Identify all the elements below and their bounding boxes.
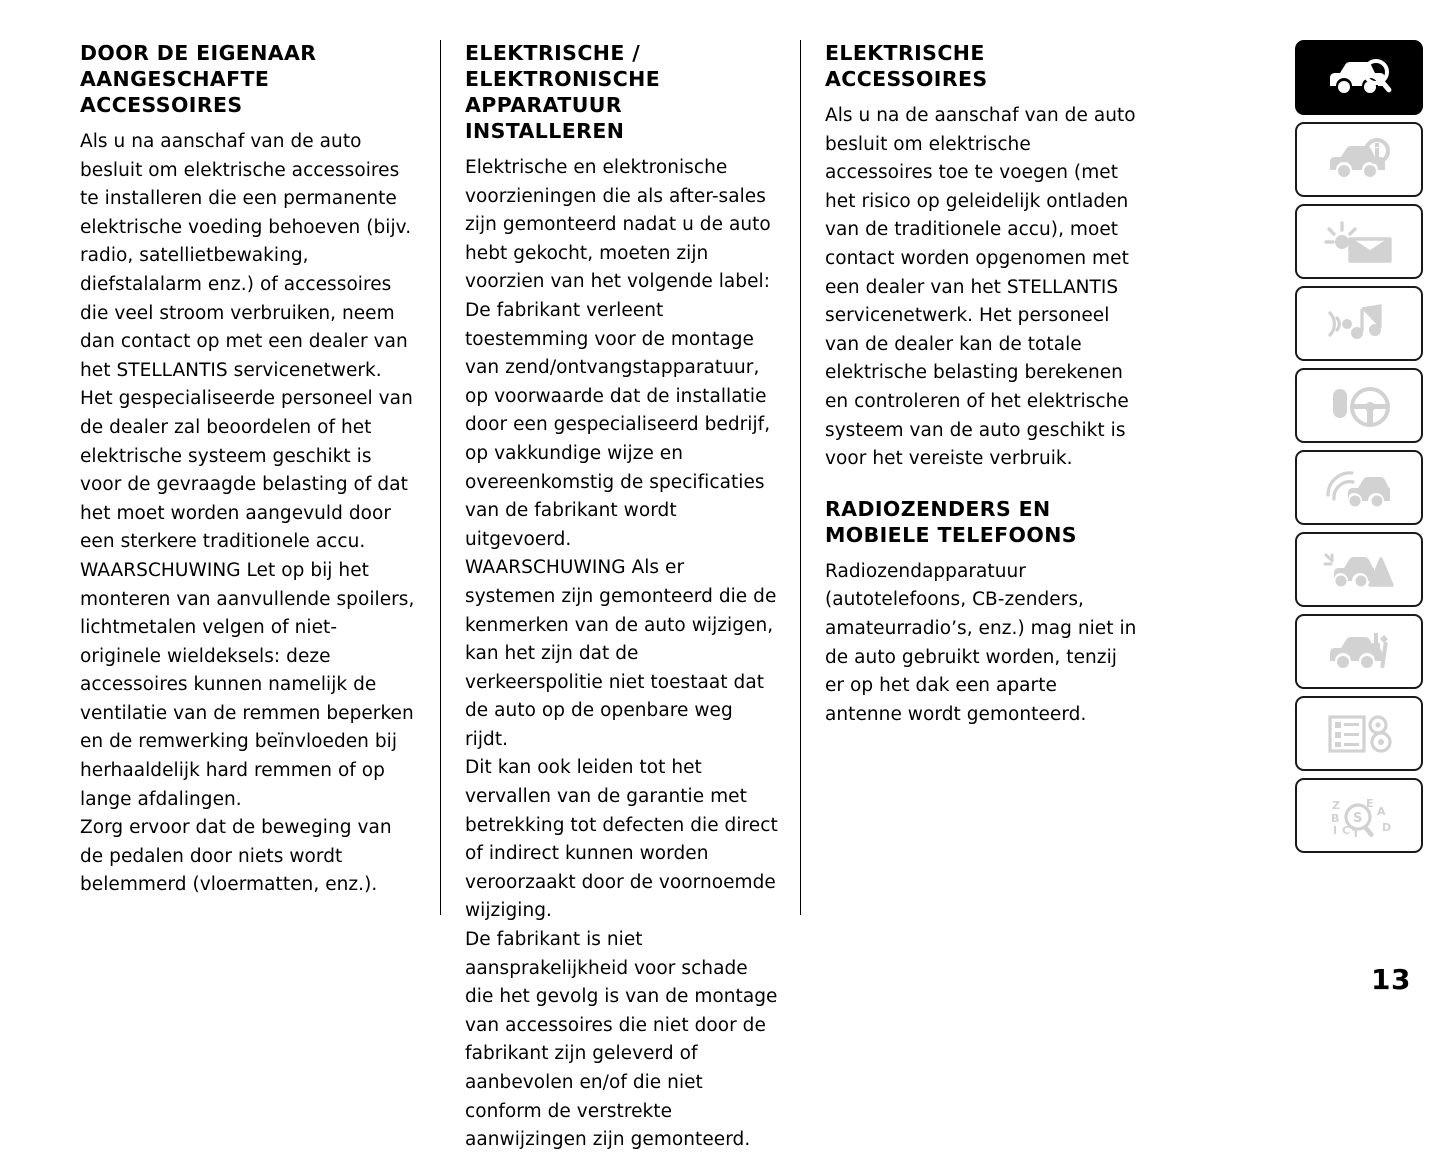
chapter-tab-rail — [1295, 40, 1423, 853]
multimedia-icon — [1322, 301, 1396, 347]
section-heading: ELEKTRISCHE / ELEKTRONISCHE APPARATUUR INSTALLEREN — [465, 41, 661, 143]
paragraph: Zorg ervoor dat de beweging van de pedalen door niets wordt belemmerd (vloermatten, enz.). — [80, 817, 392, 896]
svg-text:S: S — [1353, 810, 1363, 826]
text-columns — [80, 40, 1190, 1151]
rail-item-maintenance[interactable] — [1295, 614, 1423, 689]
car-inspection-icon — [1322, 56, 1396, 100]
svg-text:C: C — [1342, 823, 1351, 837]
technical-data-icon — [1322, 711, 1396, 757]
rail-item-driver-assistance[interactable] — [1295, 450, 1423, 525]
column-1 — [80, 40, 440, 915]
svg-text:I: I — [1333, 823, 1338, 837]
paragraph: Dit kan ook leiden tot het vervallen van de garantie met betrekking tot defecten die direct of indirect kunnen worden veroorzaakt door de voornoemde wijziging. — [465, 757, 778, 922]
rail-item-technical-data[interactable] — [1295, 696, 1423, 771]
paragraph: Elektrische en elektronische voorzieningen die als after-sales zijn gemonteerd nadat u de auto hebt gekocht, moeten zijn voorzien van het volgende label: De fabrikant verleent toestemming voor de montage van zend/ontvangstapparatuur, op voorwaarde dat de installatie door een gespecialiseerd bedrijf, op vakkundige wijze en overeenkomstig de specificaties van de fabrikant wordt uitgevoerd. — [465, 157, 771, 550]
emergency-icon — [1322, 547, 1396, 593]
page-number: 13 — [1371, 963, 1411, 996]
rail-item-emergency[interactable] — [1295, 532, 1423, 607]
svg-text:B: B — [1331, 811, 1340, 825]
svg-text:D: D — [1382, 820, 1392, 834]
paragraph: De fabrikant is niet aansprakelijkheid voor schade die het gevolg is van de montage van accessoires die niet door de fabrikant zijn geleverd of aanbevolen en/of die niet conform de verstrekte aanwijzingen zijn gemonteerd. — [465, 929, 778, 1151]
paragraph: WAARSCHUWING Let op bij het monteren van aanvullende spoilers, lichtmetalen velgen of niet-originele wieldeksels: deze accessoires kunnen namelijk de ventilatie van de remmen beperken en de remwerking beïnvloeden bij herhaaldelijk hard remmen of op lange afdalingen. — [80, 559, 415, 810]
svg-text:Z: Z — [1332, 798, 1340, 812]
maintenance-icon — [1322, 629, 1396, 675]
svg-text:A: A — [1377, 804, 1386, 818]
paragraph: Radiozendapparatuur (autotelefoons, CB-zenders, amateurradio’s, enz.) mag niet in de auto gebruikt worden, tenzij er op het dak een aparte antenne wordt gemonteerd. — [825, 560, 1137, 725]
column-2 — [440, 40, 800, 1151]
rail-item-starting-driving[interactable] — [1295, 368, 1423, 443]
warning-lights-message-icon — [1322, 219, 1396, 265]
rail-item-car-info[interactable] — [1295, 122, 1423, 197]
paragraph: WAARSCHUWING Als er systemen zijn gemonteerd die de kenmerken van de auto wijzigen, kan het zijn dat de verkeerspolitie niet toestaat dat de auto op de openbare weg rijdt. — [465, 557, 777, 750]
paragraph: Als u na aanschaf van de auto besluit om elektrische accessoires te installeren die een permanente elektrische voeding behoeven (bijv. radio, satellietbewaking, diefstalalarm enz.) of accessoires die veel stroom verbruiken, neem dan contact op met een dealer van het STELLANTIS servicenetwerk. Het gespecialiseerde personeel van de dealer zal beoordelen of het elektrische systeem geschikt is voor de gevraagde belasting of dat het moet worden aangevuld door een sterkere traditionele accu. — [80, 131, 413, 553]
steering-wheel-start-icon — [1322, 383, 1396, 429]
driver-assistance-icon — [1322, 465, 1396, 511]
svg-text:E: E — [1366, 796, 1374, 810]
section-heading: ELEKTRISCHE ACCESSOIRES — [825, 41, 988, 91]
rail-item-warning-lights[interactable] — [1295, 204, 1423, 279]
car-info-icon — [1322, 138, 1396, 182]
paragraph: Als u na de aanschaf van de auto besluit om elektrische accessoires toe te voegen (met het risico op geleidelijk ontladen van de traditionele accu), moet contact worden opgenomen met een dealer van het STELLANTIS servicenetwerk. Het personeel van de dealer kan de totale elektrische belasting berekenen en controleren of het elektrische systeem van de auto geschikt is voor het vereiste verbruik. — [825, 105, 1136, 470]
column-3 — [800, 40, 1160, 915]
index-icon — [1322, 793, 1396, 839]
rail-item-multimedia[interactable] — [1295, 286, 1423, 361]
rail-item-car-inspection[interactable] — [1295, 40, 1423, 115]
section-heading: DOOR DE EIGENAAR AANGESCHAFTE ACCESSOIRES — [80, 41, 317, 117]
section-heading: RADIOZENDERS EN MOBIELE TELEFOONS — [825, 496, 1077, 547]
svg-text:T: T — [1352, 826, 1360, 839]
rail-item-alphabetical-index[interactable] — [1295, 778, 1423, 853]
